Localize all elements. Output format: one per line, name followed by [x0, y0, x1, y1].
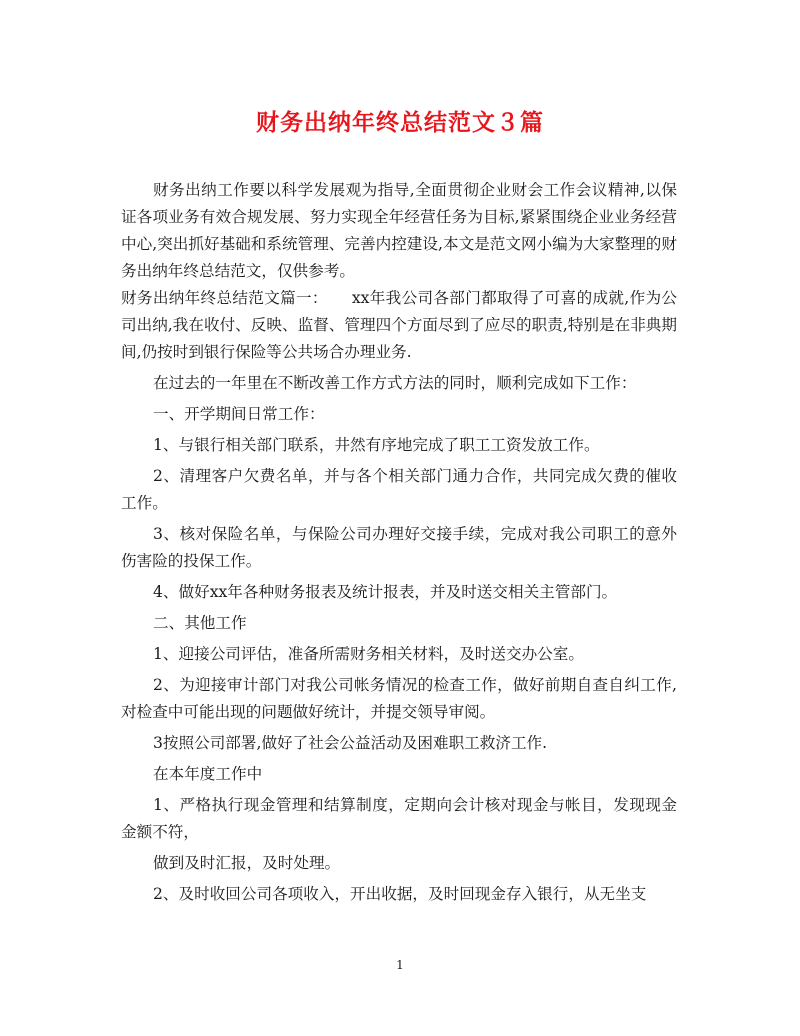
paragraph-intro: 财务出纳工作要以科学发展观为指导,全面贯彻企业财会工作会议精神,以保证各项业务有效合规发展、努力实现全年经营任务为目标,紧紧围绕企业业务经营中心,突出抓好基础和系统管理、完善内控建设,本文是范文网小编为大家整理的财务出纳年终总结范文，仅供参考。	[121, 181, 677, 280]
document-body	[121, 177, 677, 908]
list-item: 1、与银行相关部门联系，井然有序地完成了职工工资发放工作。	[153, 436, 600, 454]
list-item: 1、迎接公司评估，准备所需财务相关材料，及时送交办公室。	[153, 645, 584, 663]
list-item: 2、为迎接审计部门对我公司帐务情况的检查工作，做好前期自查自纠工作,对检查中可能出现的问题做好统计，并提交领导审阅。	[121, 676, 677, 721]
list-item: 3、核对保险名单，与保险公司办理好交接手续，完成对我公司职工的意外伤害险的投保工作。	[121, 525, 677, 570]
page-number: 1	[396, 958, 404, 972]
document-title: 财务出纳年终总结范文３篇	[256, 109, 544, 136]
paragraph-article-one: 财务出纳年终总结范文篇一： xx年我公司各部门都取得了可喜的成就,作为公司出纳,我在收付、反映、监督、管理四个方面尽到了应尽的职责,特别是在非典期间,仍按时到银行保险等公共场合办理业务.	[121, 289, 677, 361]
list-item: 3按照公司部署,做好了社会公益活动及困难职工救济工作.	[153, 734, 548, 752]
section-heading-other-work: 二、其他工作	[153, 614, 247, 632]
list-item: 4、做好xx年各种财务报表及统计报表，并及时送交相关主管部门。	[153, 583, 618, 601]
list-item: 2、及时收回公司各项收入，开出收据，及时回现金存入银行，从无坐支	[153, 885, 647, 903]
section-heading-daily-work: 一、开学期间日常工作：	[153, 405, 325, 423]
paragraph-work-summary: 在过去的一年里在不断改善工作方式方法的同时，顺利完成如下工作：	[153, 374, 637, 392]
list-item: 1、严格执行现金管理和结算制度，定期向会计核对现金与帐目，发现现金金额不符，	[121, 796, 677, 841]
section-heading-annual-work: 在本年度工作中	[153, 765, 263, 783]
list-item-continuation: 做到及时汇报，及时处理。	[153, 854, 341, 872]
list-item: 2、清理客户欠费名单，并与各个相关部门通力合作，共同完成欠费的催收工作。	[121, 467, 677, 512]
